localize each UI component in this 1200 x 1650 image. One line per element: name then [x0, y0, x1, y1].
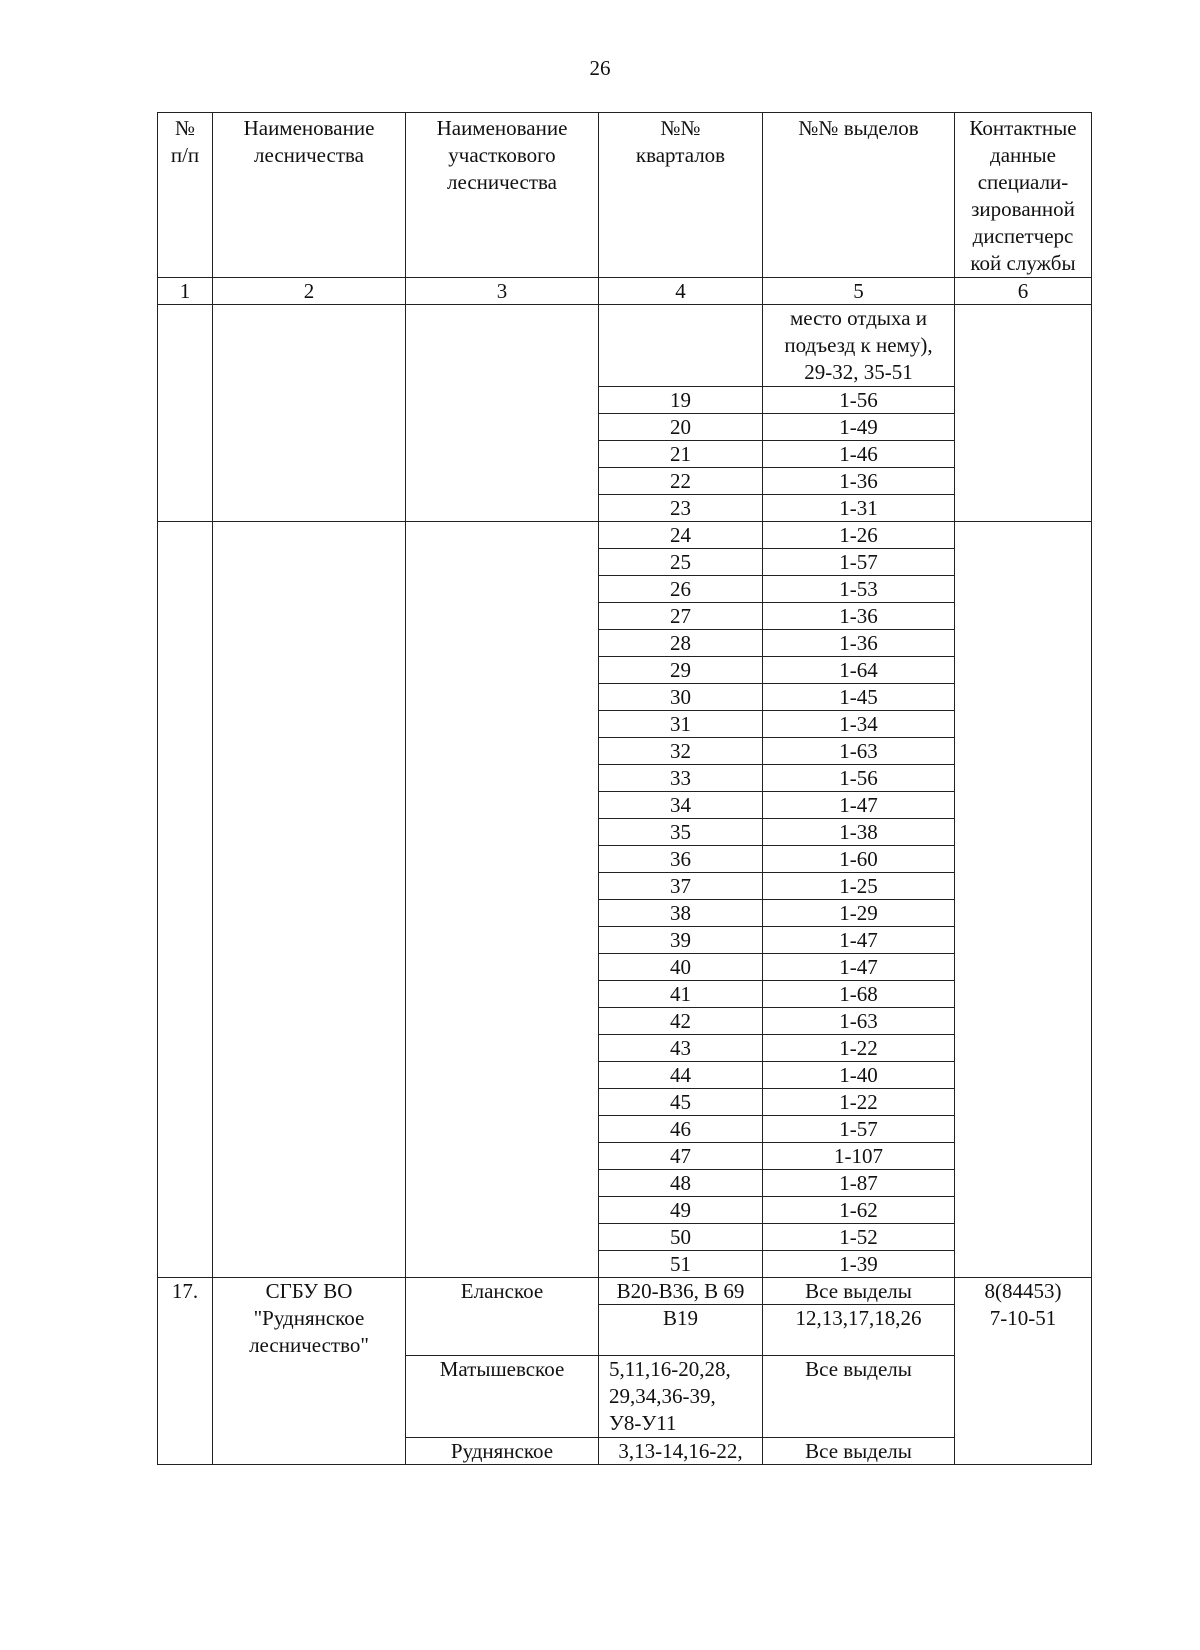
- plots-cell: 1-36: [763, 468, 955, 495]
- quarter-cell: 38: [599, 900, 763, 927]
- quarter-cell: 39: [599, 927, 763, 954]
- quarter-cell: 30: [599, 684, 763, 711]
- plots-cell: 1-56: [763, 765, 955, 792]
- plots-cell: 1-56: [763, 387, 955, 414]
- quarter-cell: 50: [599, 1224, 763, 1251]
- empty-cell: [406, 305, 599, 522]
- quarter-cell: 36: [599, 846, 763, 873]
- plots-cell: 1-52: [763, 1224, 955, 1251]
- plots-cell: 1-57: [763, 549, 955, 576]
- header-plots: №№ выделов: [763, 113, 955, 278]
- plots-cell: Все выделы: [763, 1278, 955, 1305]
- plots-cell: 1-25: [763, 873, 955, 900]
- quarter-cell: 34: [599, 792, 763, 819]
- empty-cell: [158, 305, 213, 522]
- empty-cell: [158, 522, 213, 1278]
- column-number: 3: [406, 278, 599, 305]
- district-name: Еланское: [406, 1278, 599, 1356]
- quarter-cell: В20-В36, В 69: [599, 1278, 763, 1305]
- quarter-cell: 25: [599, 549, 763, 576]
- quarter-cell: 24: [599, 522, 763, 549]
- quarter-cell: 5,11,16-20,28, 29,34,36-39, У8-У11: [599, 1356, 763, 1438]
- quarter-cell: 51: [599, 1251, 763, 1278]
- plots-cell: Все выделы: [763, 1356, 955, 1438]
- quarter-cell: В19: [599, 1305, 763, 1356]
- header-number: № п/п: [158, 113, 213, 278]
- plots-cell: 1-53: [763, 576, 955, 603]
- column-number: 1: [158, 278, 213, 305]
- empty-cell: [406, 522, 599, 1278]
- quarter-cell: 32: [599, 738, 763, 765]
- quarter-cell: 19: [599, 387, 763, 414]
- plots-cell: 1-47: [763, 792, 955, 819]
- continued-row: [158, 305, 1092, 387]
- quarter-cell: 28: [599, 630, 763, 657]
- quarter-cell: 46: [599, 1116, 763, 1143]
- quarter-cell: 45: [599, 1089, 763, 1116]
- header-contacts: Контактные данные специали- зированной диспетчерс кой службы: [955, 113, 1092, 278]
- quarter-cell: 23: [599, 495, 763, 522]
- quarter-cell: 33: [599, 765, 763, 792]
- district-name: Матышевское: [406, 1356, 599, 1438]
- page-number: 26: [589, 56, 611, 80]
- quarter-cell: 22: [599, 468, 763, 495]
- plots-cell: 1-47: [763, 927, 955, 954]
- quarter-cell: 27: [599, 603, 763, 630]
- plots-cell: 1-36: [763, 630, 955, 657]
- forestry-table: [157, 112, 1092, 1465]
- quarter-cell: 3,13-14,16-22,: [599, 1438, 763, 1465]
- header-row: [158, 113, 1092, 278]
- plots-cell: 1-45: [763, 684, 955, 711]
- plots-cell: 1-63: [763, 1008, 955, 1035]
- plots-cell: 1-87: [763, 1170, 955, 1197]
- plots-cell: 1-46: [763, 441, 955, 468]
- plots-cell: 1-60: [763, 846, 955, 873]
- continued-plots: место отдыха и подъезд к нему), 29-32, 35-51: [763, 305, 955, 387]
- contact-data: 8(84453) 7-10-51: [955, 1278, 1092, 1465]
- plots-cell: 1-31: [763, 495, 955, 522]
- quarter-cell: 44: [599, 1062, 763, 1089]
- quarter-cell: 37: [599, 873, 763, 900]
- quarter-cell: 49: [599, 1197, 763, 1224]
- header-district-forestry: Наименование участкового лесничества: [406, 113, 599, 278]
- plots-cell: 1-39: [763, 1251, 955, 1278]
- plots-cell: 1-40: [763, 1062, 955, 1089]
- quarter-cell: 47: [599, 1143, 763, 1170]
- quarter-cell: 42: [599, 1008, 763, 1035]
- column-number: 2: [213, 278, 406, 305]
- quarter-cell: 29: [599, 657, 763, 684]
- plots-cell: 1-64: [763, 657, 955, 684]
- empty-cell: [599, 305, 763, 387]
- plots-cell: 1-62: [763, 1197, 955, 1224]
- empty-cell: [955, 305, 1092, 522]
- plots-cell: 1-36: [763, 603, 955, 630]
- forestry-name: СГБУ ВО "Руднянское лесничество": [213, 1278, 406, 1465]
- quarter-cell: 26: [599, 576, 763, 603]
- empty-cell: [213, 305, 406, 522]
- empty-cell: [955, 522, 1092, 1278]
- entry-number: 17.: [158, 1278, 213, 1465]
- quarter-cell: 41: [599, 981, 763, 1008]
- empty-cell: [213, 522, 406, 1278]
- plots-cell: Все выделы: [763, 1438, 955, 1465]
- quarter-cell: 43: [599, 1035, 763, 1062]
- quarter-cell: 35: [599, 819, 763, 846]
- plots-cell: 1-57: [763, 1116, 955, 1143]
- district-name: Руднянское: [406, 1438, 599, 1465]
- table-row: [158, 522, 1092, 549]
- quarter-cell: 31: [599, 711, 763, 738]
- plots-cell: 1-63: [763, 738, 955, 765]
- header-quarters: №№ кварталов: [599, 113, 763, 278]
- plots-cell: 1-107: [763, 1143, 955, 1170]
- plots-cell: 1-22: [763, 1089, 955, 1116]
- quarter-cell: 48: [599, 1170, 763, 1197]
- entry-17-row: [158, 1278, 1092, 1305]
- column-numbers-row: [158, 278, 1092, 305]
- header-forestry: Наименование лесничества: [213, 113, 406, 278]
- plots-cell: 1-47: [763, 954, 955, 981]
- column-number: 6: [955, 278, 1092, 305]
- plots-cell: 1-26: [763, 522, 955, 549]
- quarter-cell: 21: [599, 441, 763, 468]
- plots-cell: 1-22: [763, 1035, 955, 1062]
- column-number: 5: [763, 278, 955, 305]
- plots-cell: 1-38: [763, 819, 955, 846]
- plots-cell: 1-49: [763, 414, 955, 441]
- plots-cell: 1-68: [763, 981, 955, 1008]
- plots-cell: 1-34: [763, 711, 955, 738]
- quarter-cell: 40: [599, 954, 763, 981]
- quarter-cell: 20: [599, 414, 763, 441]
- plots-cell: 12,13,17,18,26: [763, 1305, 955, 1356]
- column-number: 4: [599, 278, 763, 305]
- plots-cell: 1-29: [763, 900, 955, 927]
